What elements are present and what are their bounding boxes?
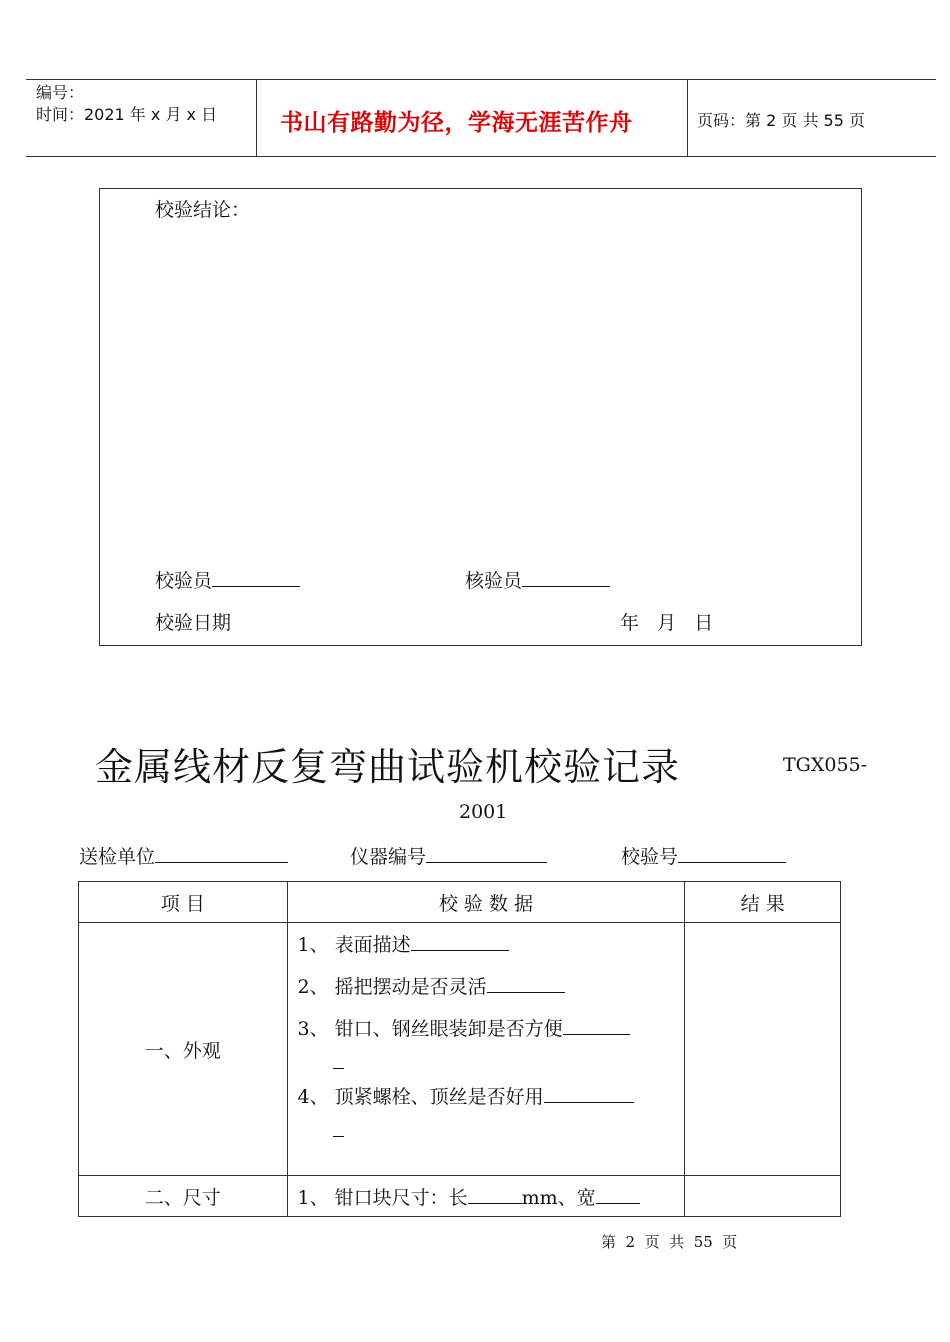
conclusion-label: 校验结论： — [155, 199, 251, 221]
blank-jaw-cont[interactable] — [333, 1050, 344, 1069]
record-code-part2: 2001 — [459, 801, 508, 823]
footer-page: 第 2 页 共 55 页 — [601, 1233, 738, 1251]
header-data: 校 验 数 据 — [287, 882, 685, 923]
inspector-label: 校验员 — [155, 570, 213, 592]
header-number-label: 编号： — [36, 83, 85, 102]
reviewer-field — [465, 566, 610, 593]
blank-length[interactable] — [468, 1185, 522, 1204]
sender-blank[interactable] — [155, 844, 288, 863]
row-data-dimensions: 1、 钳口块尺寸：长 mm、宽 — [287, 1176, 685, 1217]
header-top-rule — [26, 79, 936, 80]
blank-width[interactable] — [596, 1185, 640, 1204]
sender-field — [79, 842, 288, 869]
header-time-label: 时间：2021 年 x 月 x 日 — [36, 105, 218, 124]
record-code-part1: TGX055- — [783, 754, 868, 776]
row-item-appearance: 一、外观 — [79, 923, 288, 1176]
list-item: 1、 表面描述 — [298, 928, 634, 962]
calibration-label: 校验号 — [621, 846, 679, 868]
row-result-appearance[interactable] — [685, 923, 841, 1176]
calibration-blank[interactable] — [678, 844, 786, 863]
blank-bolt-cont[interactable] — [333, 1118, 344, 1137]
table-row — [79, 923, 841, 1176]
header-result: 结 果 — [685, 882, 841, 923]
header-divider-left — [256, 79, 257, 157]
date-placeholder: 年 月 日 — [620, 612, 714, 634]
inspector-blank[interactable] — [212, 568, 300, 587]
reviewer-blank[interactable] — [522, 568, 610, 587]
header-bottom-rule — [26, 156, 936, 157]
record-title: 金属线材反复弯曲试验机校验记录 — [95, 745, 681, 789]
blank-surface[interactable] — [411, 932, 509, 951]
row-item-dimensions: 二、尺寸 — [79, 1176, 288, 1217]
calibration-field — [621, 842, 786, 869]
record-table — [78, 881, 841, 1217]
instrument-field — [350, 842, 547, 869]
row-result-dimensions[interactable] — [685, 1176, 841, 1217]
sender-label: 送检单位 — [79, 846, 156, 868]
header-page-label: 页码：第 2 页 共 55 页 — [697, 111, 865, 130]
table-row — [79, 1176, 841, 1217]
list-item: 4、 顶紧螺栓、顶丝是否好用 — [298, 1080, 634, 1114]
reviewer-label: 核验员 — [465, 570, 523, 592]
table-header-row — [79, 882, 841, 923]
header-item: 项 目 — [79, 882, 288, 923]
header-divider-right — [687, 79, 688, 157]
blank-crank[interactable] — [487, 974, 565, 993]
instrument-label: 仪器编号 — [350, 846, 427, 868]
header-motto: 书山有路勤为径，学海无涯苦作舟 — [280, 110, 633, 136]
blank-jaw[interactable] — [563, 1016, 630, 1035]
inspector-field — [155, 566, 300, 593]
instrument-blank[interactable] — [426, 844, 547, 863]
list-item: 3、 钳口、钢丝眼装卸是否方便 — [298, 1012, 634, 1046]
list-item: 2、 摇把摆动是否灵活 — [298, 970, 634, 1004]
row-data-appearance — [287, 923, 685, 1176]
date-label: 校验日期 — [155, 612, 232, 634]
blank-bolt[interactable] — [544, 1084, 634, 1103]
